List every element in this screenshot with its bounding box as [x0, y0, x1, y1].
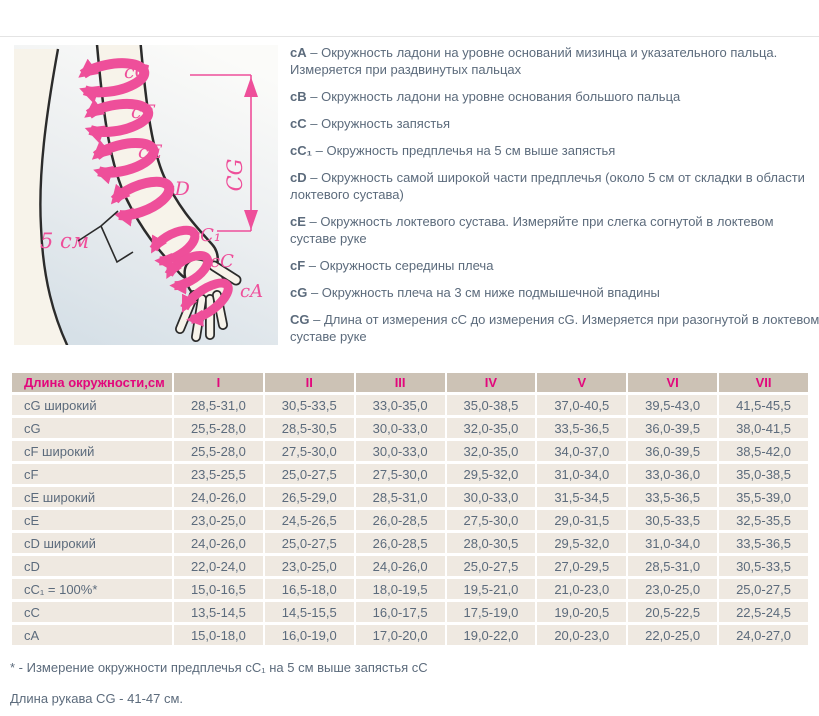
measurement-description	[290, 142, 819, 159]
measurement-description	[290, 88, 819, 105]
table-row	[12, 556, 808, 576]
table-cell: 20,0-23,0	[537, 625, 626, 645]
table-row	[12, 602, 808, 622]
measurement-code: cC	[290, 116, 307, 131]
arm-measurement-diagram	[14, 45, 278, 345]
table-row	[12, 487, 808, 507]
measurement-code: cE	[290, 214, 306, 229]
table-cell: 30,5-33,5	[265, 395, 354, 415]
table-cell: 38,5-42,0	[719, 441, 808, 461]
table-cell: 24,0-26,0	[356, 556, 445, 576]
table-cell: 28,5-31,0	[628, 556, 717, 576]
table-cell: 22,0-24,0	[174, 556, 263, 576]
table-cell: 15,0-18,0	[174, 625, 263, 645]
table-row	[12, 418, 808, 438]
header-size-IV: IV	[447, 373, 536, 392]
measurement-text: – Окружность плеча на 3 см ниже подмышечной впадины	[310, 285, 660, 300]
measurement-code: cA	[290, 45, 307, 60]
header-size-III: III	[356, 373, 445, 392]
row-label: cG	[12, 418, 172, 438]
measurement-text: – Окружность запястья	[310, 116, 451, 131]
table-cell: 28,5-30,5	[265, 418, 354, 438]
row-label: cD	[12, 556, 172, 576]
measurement-code: cG	[290, 285, 308, 300]
row-label: cC	[12, 602, 172, 622]
header-size-V: V	[537, 373, 626, 392]
label-cC1: cC₁	[190, 225, 222, 246]
table-cell: 29,5-32,0	[537, 533, 626, 553]
sleeve-length-note: Длина рукава CG - 41-47 см.	[10, 691, 184, 706]
table-cell: 32,0-35,0	[447, 441, 536, 461]
measurement-code: cB	[290, 89, 307, 104]
table-cell: 23,0-25,0	[265, 556, 354, 576]
table-cell: 16,0-19,0	[265, 625, 354, 645]
table-cell: 17,5-19,0	[447, 602, 536, 622]
table-cell: 30,5-33,5	[719, 556, 808, 576]
table-cell: 36,0-39,5	[628, 418, 717, 438]
table-cell: 22,5-24,5	[719, 602, 808, 622]
measurement-text: – Окружность предплечья на 5 см выше запястья	[315, 143, 616, 158]
measurement-description	[290, 169, 819, 203]
table-cell: 33,5-36,5	[537, 418, 626, 438]
measurement-text: – Окружность середины плеча	[308, 258, 494, 273]
table-cell: 17,0-20,0	[356, 625, 445, 645]
table-header-row	[12, 373, 808, 392]
table-cell: 25,0-27,5	[265, 464, 354, 484]
arm-measurement-figure	[14, 45, 278, 345]
measurement-code: cD	[290, 170, 307, 185]
table-cell: 26,0-28,5	[356, 510, 445, 530]
row-label: cC₁ = 100%*	[12, 579, 172, 599]
table-cell: 25,0-27,5	[719, 579, 808, 599]
top-divider-line	[0, 36, 819, 37]
row-label: cE	[12, 510, 172, 530]
table-cell: 33,0-36,0	[628, 464, 717, 484]
table-cell: 27,5-30,0	[447, 510, 536, 530]
table-cell: 19,0-22,0	[447, 625, 536, 645]
measurement-text: – Окружность ладони на уровне основания большого пальца	[310, 89, 681, 104]
table-cell: 25,0-27,5	[447, 556, 536, 576]
table-cell: 19,5-21,0	[447, 579, 536, 599]
table-cell: 15,0-16,5	[174, 579, 263, 599]
table-cell: 39,5-43,0	[628, 395, 717, 415]
measurement-description	[290, 213, 819, 247]
table-cell: 30,0-33,0	[356, 441, 445, 461]
row-label: cA	[12, 625, 172, 645]
table-cell: 16,0-17,5	[356, 602, 445, 622]
header-circumference: Длина окружности,см	[12, 373, 172, 392]
table-cell: 28,0-30,5	[447, 533, 536, 553]
row-label: cE широкий	[12, 487, 172, 507]
measurement-description	[290, 115, 819, 132]
table-cell: 27,5-30,0	[356, 464, 445, 484]
table-cell: 34,0-37,0	[537, 441, 626, 461]
table-cell: 25,5-28,0	[174, 418, 263, 438]
table-cell: 19,0-20,5	[537, 602, 626, 622]
table-cell: 33,0-35,0	[356, 395, 445, 415]
footnote-asterisk: * - Измерение окружности предплечья cC₁ на 5 см выше запястья cC	[10, 660, 428, 675]
table-cell: 20,5-22,5	[628, 602, 717, 622]
table-cell: 33,5-36,5	[719, 533, 808, 553]
measurement-text: – Окружность самой широкой части предплечья (около 5 см от складки в области локтевого сустава)	[290, 170, 805, 202]
row-label: cF широкий	[12, 441, 172, 461]
table-row	[12, 464, 808, 484]
measurement-text: – Длина от измерения cC до измерения cG. Измеряется при разогнутой в локтевом суставе руке	[290, 312, 819, 344]
table-cell: 18,0-19,5	[356, 579, 445, 599]
table-cell: 22,0-25,0	[628, 625, 717, 645]
label-cE: cE	[138, 141, 163, 163]
header-size-VI: VI	[628, 373, 717, 392]
table-cell: 25,5-28,0	[174, 441, 263, 461]
table-cell: 35,0-38,5	[447, 395, 536, 415]
table-cell: 23,5-25,5	[174, 464, 263, 484]
measurement-code: CG	[290, 312, 310, 327]
table-cell: 28,5-31,0	[356, 487, 445, 507]
measurement-description	[290, 311, 819, 345]
table-cell: 32,5-35,5	[719, 510, 808, 530]
table-cell: 37,0-40,5	[537, 395, 626, 415]
table-cell: 30,0-33,0	[447, 487, 536, 507]
label-cF: cF	[131, 101, 155, 123]
five-cm-label: 5 см	[40, 229, 90, 253]
table-cell: 38,0-41,5	[719, 418, 808, 438]
table-cell: 31,0-34,0	[628, 533, 717, 553]
table-cell: 13,5-14,5	[174, 602, 263, 622]
table-cell: 33,5-36,5	[628, 487, 717, 507]
table-cell: 26,5-29,0	[265, 487, 354, 507]
table-cell: 28,5-31,0	[174, 395, 263, 415]
measurement-description	[290, 257, 819, 274]
table-cell: 24,0-27,0	[719, 625, 808, 645]
size-table	[10, 370, 810, 648]
table-cell: 16,5-18,0	[265, 579, 354, 599]
table-cell: 27,5-30,0	[265, 441, 354, 461]
table-cell: 14,5-15,5	[265, 602, 354, 622]
label-cC: cC	[210, 251, 234, 272]
table-cell: 29,0-31,5	[537, 510, 626, 530]
table-cell: 21,0-23,0	[537, 579, 626, 599]
label-cA: cA	[240, 281, 264, 302]
measurement-text: – Окружность ладони на уровне оснований мизинца и указательного пальца. Измеряется при раздвинутых пальцах	[290, 45, 778, 77]
table-cell: 29,5-32,0	[447, 464, 536, 484]
table-cell: 30,5-33,5	[628, 510, 717, 530]
table-cell: 24,0-26,0	[174, 487, 263, 507]
table-cell: 35,0-38,5	[719, 464, 808, 484]
measurement-description	[290, 284, 819, 301]
table-cell: 23,0-25,0	[628, 579, 717, 599]
header-size-VII: VII	[719, 373, 808, 392]
table-cell: 30,0-33,0	[356, 418, 445, 438]
table-row	[12, 441, 808, 461]
measurement-code: cF	[290, 258, 306, 273]
table-cell: 31,5-34,5	[537, 487, 626, 507]
table-cell: 25,0-27,5	[265, 533, 354, 553]
measurement-code: cC₁	[290, 143, 312, 158]
label-cD: cD	[164, 178, 190, 200]
table-cell: 24,0-26,0	[174, 533, 263, 553]
header-size-II: II	[265, 373, 354, 392]
measurement-description	[290, 44, 819, 78]
row-label: cG широкий	[12, 395, 172, 415]
table-row	[12, 395, 808, 415]
table-cell: 24,5-26,5	[265, 510, 354, 530]
table-cell: 31,0-34,0	[537, 464, 626, 484]
row-label: cF	[12, 464, 172, 484]
table-row	[12, 533, 808, 553]
measurement-text: – Окружность локтевого сустава. Измеряйте при слегка согнутой в локтевом суставе руке	[290, 214, 774, 246]
row-label: cD широкий	[12, 533, 172, 553]
table-cell: 36,0-39,5	[628, 441, 717, 461]
table-row	[12, 510, 808, 530]
header-size-I: I	[174, 373, 263, 392]
cg-dimension-label: CG	[223, 158, 247, 192]
table-cell: 23,0-25,0	[174, 510, 263, 530]
table-row	[12, 625, 808, 645]
table-cell: 27,0-29,5	[537, 556, 626, 576]
table-cell: 26,0-28,5	[356, 533, 445, 553]
label-cG: cG	[124, 61, 150, 83]
table-cell: 32,0-35,0	[447, 418, 536, 438]
table-row	[12, 579, 808, 599]
table-cell: 41,5-45,5	[719, 395, 808, 415]
table-cell: 35,5-39,0	[719, 487, 808, 507]
measurement-descriptions	[290, 44, 819, 355]
